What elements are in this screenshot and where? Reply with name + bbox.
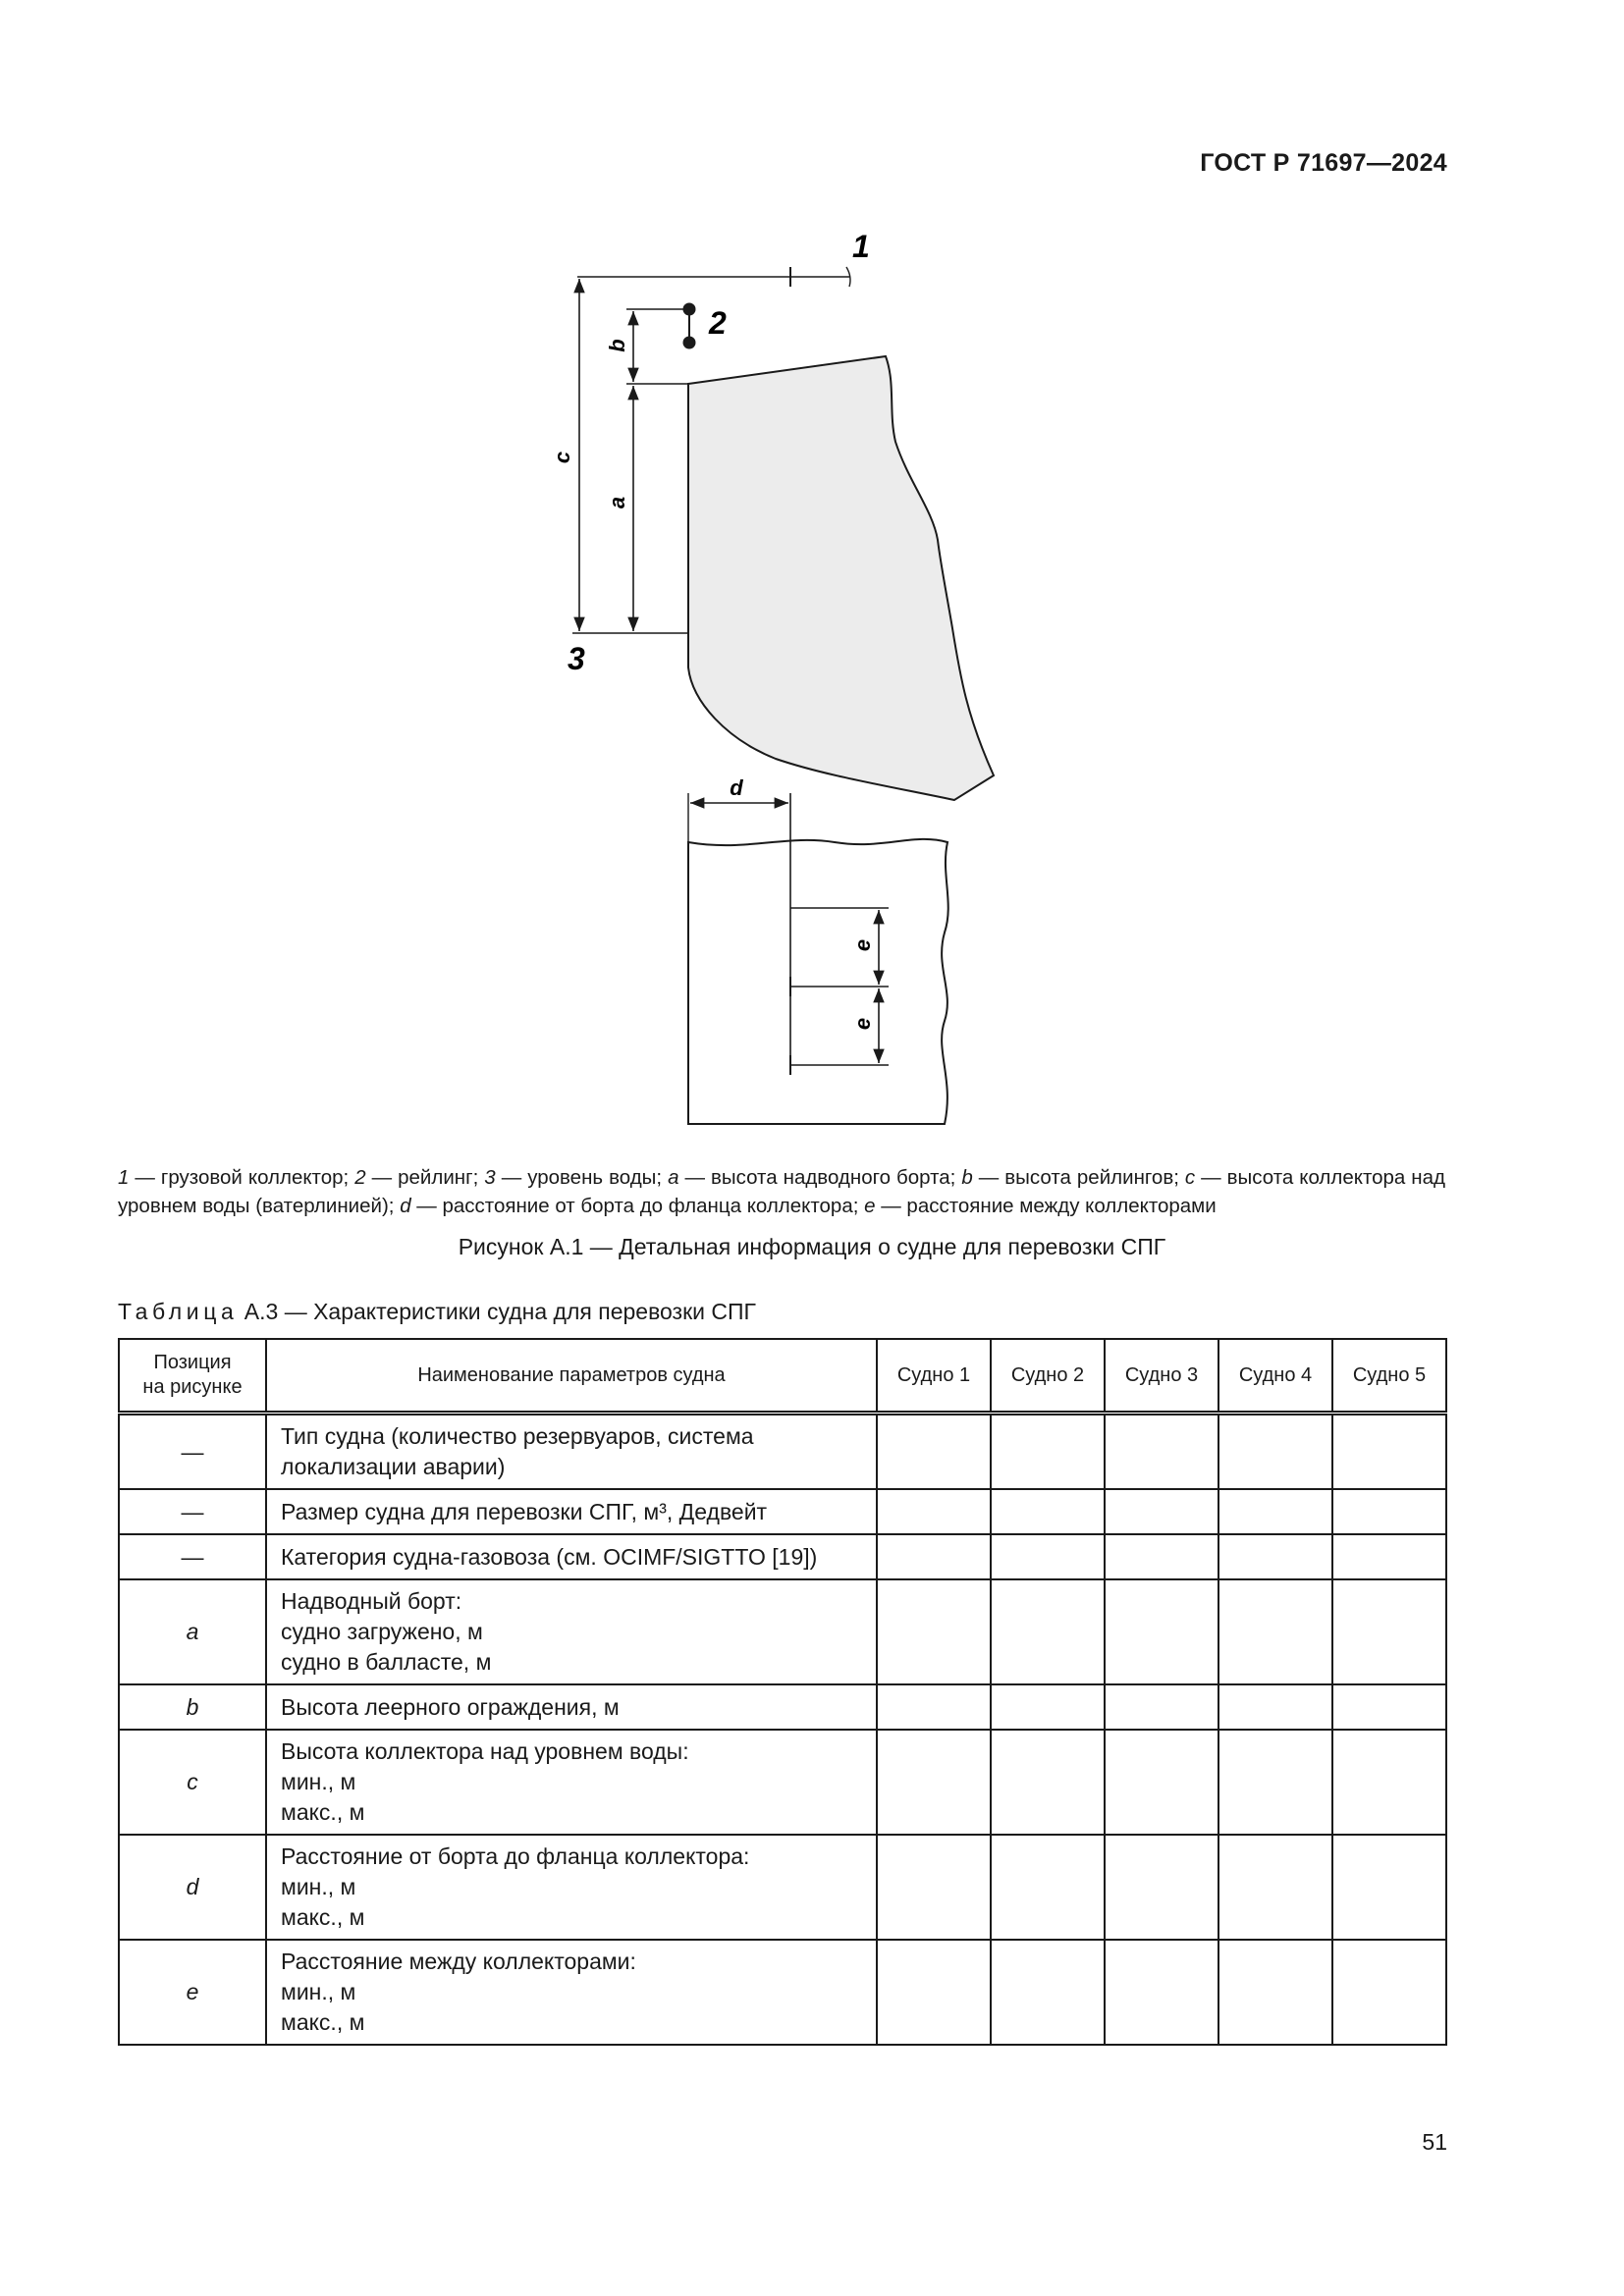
- table-title: [118, 1299, 756, 1325]
- vessel-5-cell: [1332, 1534, 1446, 1579]
- row-position: [119, 1414, 266, 1490]
- table-body: [119, 1414, 1446, 2046]
- vessel-3-cell: [1105, 1534, 1218, 1579]
- row-position: [119, 1835, 266, 1940]
- dim-d-label: d: [730, 775, 743, 800]
- row-position: [119, 1940, 266, 2045]
- legend-key: b: [961, 1166, 973, 1189]
- label-railing: 2: [709, 305, 727, 341]
- row-parameter-line: макс., м: [281, 1904, 365, 1930]
- dim-e1-label: e: [850, 938, 875, 952]
- legend-text: — грузовой коллектор;: [129, 1166, 355, 1189]
- legend-text: — уровень воды;: [495, 1166, 669, 1189]
- vessel-2-cell: [991, 1940, 1105, 2045]
- header-vessel-3: Судно 3: [1105, 1339, 1218, 1414]
- row-parameter-line: локализации аварии): [281, 1454, 506, 1479]
- header-vessel-4: Судно 4: [1218, 1339, 1332, 1414]
- header-vessel-5: Судно 5: [1332, 1339, 1446, 1414]
- vessel-5-cell: [1332, 1489, 1446, 1534]
- document-header: ГОСТ Р 71697—2024: [1200, 149, 1447, 177]
- row-parameter-line: мин., м: [281, 1769, 356, 1794]
- ship-hull-shape: [688, 356, 994, 800]
- vessel-1-cell: [877, 1534, 991, 1579]
- legend-text: — высота коллектора над уровнем воды (ватерлинией);: [118, 1166, 1445, 1217]
- row-position-value: —: [181, 1498, 204, 1524]
- dim-e2-label: e: [850, 1017, 875, 1031]
- row-parameter-name: [266, 1835, 877, 1940]
- row-position: [119, 1489, 266, 1534]
- vessel-2-cell: [991, 1684, 1105, 1730]
- dim-a-label: a: [605, 496, 629, 509]
- row-parameter-name: [266, 1579, 877, 1684]
- header-vessel-1: Судно 1: [877, 1339, 991, 1414]
- row-parameter-name: [266, 1534, 877, 1579]
- vessel-4-cell: [1218, 1730, 1332, 1835]
- legend-key: c: [1184, 1166, 1196, 1189]
- table-label: Таблица: [118, 1299, 239, 1324]
- vessel-2-cell: [991, 1534, 1105, 1579]
- row-parameter-line: Тип судна (количество резервуаров, система: [281, 1423, 754, 1449]
- vessel-3-cell: [1105, 1414, 1218, 1490]
- vessel-3-cell: [1105, 1940, 1218, 2045]
- dim-c-label: c: [550, 451, 574, 464]
- vessel-4-cell: [1218, 1489, 1332, 1534]
- vessel-3-cell: [1105, 1730, 1218, 1835]
- row-parameter-line: Расстояние от борта до фланца коллектора:: [281, 1843, 750, 1869]
- table-row: [119, 1579, 1446, 1684]
- label-collector: 1: [852, 229, 870, 264]
- vessel-5-cell: [1332, 1414, 1446, 1490]
- figure-caption: Рисунок А.1 — Детальная информация о судне для перевозки СПГ: [458, 1234, 1166, 1259]
- legend-key: d: [400, 1195, 411, 1217]
- row-position-value: c: [187, 1769, 198, 1794]
- row-position: [119, 1579, 266, 1684]
- vessel-2-cell: [991, 1730, 1105, 1835]
- row-parameter-name: [266, 1730, 877, 1835]
- row-parameter-name: [266, 1489, 877, 1534]
- vessel-4-cell: [1218, 1579, 1332, 1684]
- vessel-3-cell: [1105, 1684, 1218, 1730]
- legend-text: — рейлинг;: [365, 1166, 485, 1189]
- vessel-3-cell: [1105, 1835, 1218, 1940]
- table-row: [119, 1940, 1446, 2045]
- vessel-4-cell: [1218, 1414, 1332, 1490]
- table-row: [119, 1835, 1446, 1940]
- table-row: [119, 1684, 1446, 1730]
- vessel-5-cell: [1332, 1684, 1446, 1730]
- header-position-line1: Позиция: [153, 1352, 232, 1373]
- row-parameter-line: Высота коллектора над уровнем воды:: [281, 1738, 689, 1764]
- table-row: [119, 1534, 1446, 1579]
- row-position-value: —: [181, 1438, 204, 1465]
- table-row: [119, 1489, 1446, 1534]
- vessel-4-cell: [1218, 1534, 1332, 1579]
- row-parameter-name: [266, 1940, 877, 2045]
- vessel-1-cell: [877, 1489, 991, 1534]
- row-position-value: a: [186, 1619, 199, 1644]
- page-number: 51: [1422, 2129, 1447, 2155]
- row-position-value: e: [186, 1979, 199, 2004]
- vessel-1-cell: [877, 1579, 991, 1684]
- vessel-5-cell: [1332, 1579, 1446, 1684]
- vessel-1-cell: [877, 1684, 991, 1730]
- row-parameter-line: Категория судна-газовоза (см. OCIMF/SIGTTO [19]): [281, 1543, 818, 1570]
- legend-text: — расстояние от борта до фланца коллектора;: [410, 1195, 865, 1217]
- row-position: [119, 1730, 266, 1835]
- header-position-line2: на рисунке: [142, 1376, 243, 1398]
- vessel-4-cell: [1218, 1940, 1332, 2045]
- vessel-4-cell: [1218, 1684, 1332, 1730]
- header-vessel-2: Судно 2: [991, 1339, 1105, 1414]
- header-name: Наименование параметров судна: [266, 1339, 877, 1414]
- vessel-2-cell: [991, 1579, 1105, 1684]
- deck-plan-shape: [688, 839, 948, 1124]
- table-row: [119, 1414, 1446, 1490]
- row-parameter-line: макс., м: [281, 1799, 365, 1825]
- railing-bottom-dot: [683, 337, 696, 349]
- row-parameter-line: макс., м: [281, 2009, 365, 2035]
- row-position-value: —: [181, 1543, 204, 1570]
- dim-b-label: b: [605, 339, 629, 352]
- legend-key: 3: [484, 1166, 496, 1189]
- figure-legend: [118, 1163, 1445, 1220]
- legend-key: 1: [118, 1166, 130, 1189]
- vessel-3-cell: [1105, 1489, 1218, 1534]
- row-parameter-line: Размер судна для перевозки СПГ, м³, Дедвейт: [281, 1498, 768, 1524]
- row-parameter-name: [266, 1414, 877, 1490]
- vessel-2-cell: [991, 1835, 1105, 1940]
- vessel-parameters-table: [118, 1338, 1447, 2046]
- row-parameter-line: судно загружено, м: [281, 1619, 483, 1644]
- vessel-5-cell: [1332, 1835, 1446, 1940]
- row-parameter-line: мин., м: [281, 1979, 356, 2004]
- table-title-text: А.3 — Характеристики судна для перевозки СПГ: [244, 1299, 756, 1324]
- vessel-5-cell: [1332, 1940, 1446, 2045]
- row-parameter-line: Расстояние между коллекторами:: [281, 1949, 636, 1974]
- vessel-5-cell: [1332, 1730, 1446, 1835]
- legend-key: a: [668, 1166, 679, 1189]
- vessel-2-cell: [991, 1414, 1105, 1490]
- legend-key: 2: [354, 1166, 366, 1189]
- label-water-level: 3: [568, 641, 585, 676]
- vessel-1-cell: [877, 1414, 991, 1490]
- row-position-value: d: [186, 1874, 199, 1899]
- vessel-4-cell: [1218, 1835, 1332, 1940]
- vessel-1-cell: [877, 1730, 991, 1835]
- vessel-2-cell: [991, 1489, 1105, 1534]
- vessel-3-cell: [1105, 1579, 1218, 1684]
- row-parameter-line: Надводный борт:: [281, 1588, 462, 1614]
- row-parameter-line: судно в балласте, м: [281, 1649, 492, 1675]
- row-parameter-name: [266, 1684, 877, 1730]
- row-position: [119, 1684, 266, 1730]
- legend-text: — высота рейлингов;: [972, 1166, 1185, 1189]
- legend-text: — расстояние между коллекторами: [875, 1195, 1217, 1217]
- row-parameter-line: Высота леерного ограждения, м: [281, 1693, 620, 1720]
- table-row: [119, 1730, 1446, 1835]
- header-position: [119, 1339, 266, 1414]
- row-parameter-line: мин., м: [281, 1874, 356, 1899]
- vessel-1-cell: [877, 1835, 991, 1940]
- legend-key: e: [864, 1195, 876, 1217]
- row-position-value: b: [186, 1693, 199, 1720]
- row-position: [119, 1534, 266, 1579]
- table-header-row: [119, 1339, 1446, 1414]
- legend-text: — высота надводного борта;: [678, 1166, 962, 1189]
- vessel-1-cell: [877, 1940, 991, 2045]
